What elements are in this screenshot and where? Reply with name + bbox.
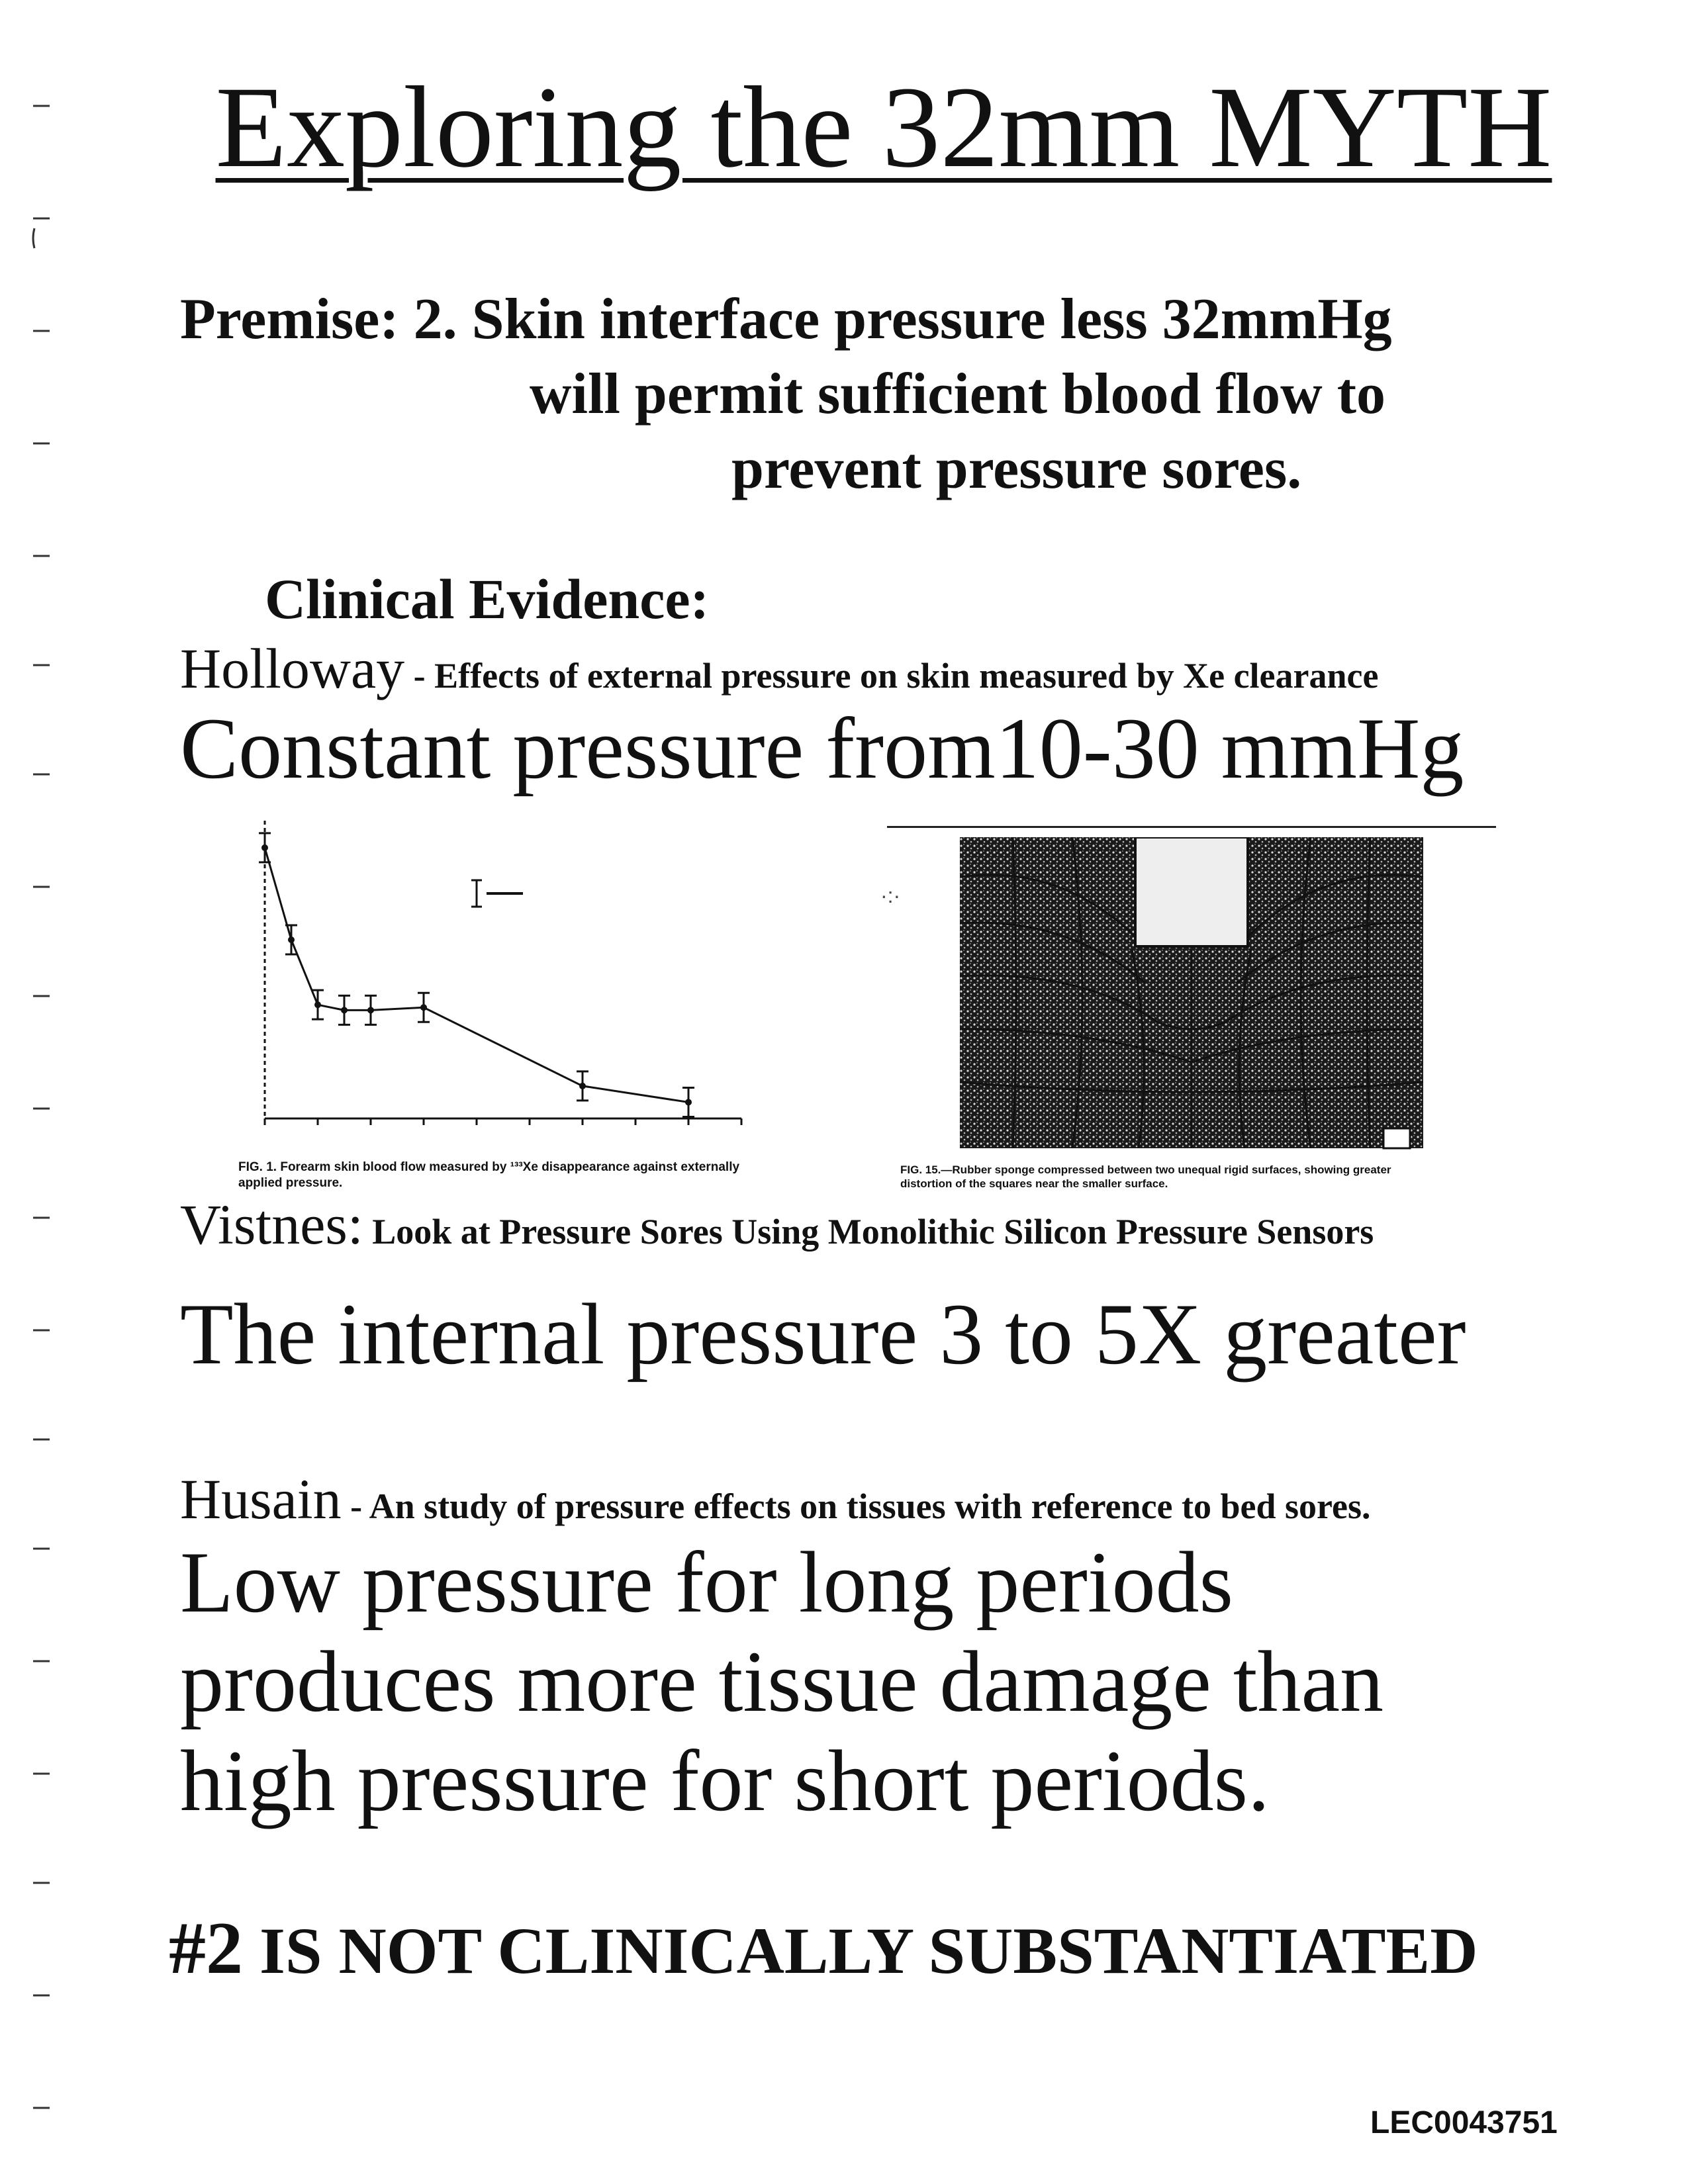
conclusion-number: #2 [169,1907,243,1989]
sponge-compression-image [960,837,1423,1161]
point-marker [341,1007,348,1013]
point-marker [420,1004,427,1011]
premise-line-2: will permit sufficient blood flow to [530,362,1386,426]
figure-2-caption: FIG. 15.—Rubber sponge compressed between two unequal rigid surfaces, showing greater distortion of the squares near the smaller surface. [900,1163,1391,1191]
margin-marks [20,0,60,2184]
page-title: Exploring the 32mm MYTH [215,63,1552,192]
study-author: Husain [180,1467,342,1531]
study-finding-line-2: produces more tissue damage than [180,1633,1384,1730]
divider [887,826,1496,828]
premise-line-1: Premise: 2. Skin interface pressure less 32mmHg [180,287,1392,351]
study-finding-line-3: high pressure for short periods. [180,1732,1270,1829]
study-vistnes [180,1191,1374,1257]
study-author: Vistnes: [180,1193,363,1256]
study-finding: Constant pressure from10-30 mmHg [180,700,1464,797]
point-marker [579,1083,586,1089]
study-description: - An study of pressure effects on tissues with reference to bed sores. [341,1486,1371,1526]
point-marker [314,1001,321,1008]
study-finding-line-1: Low pressure for long periods [180,1533,1233,1631]
figure-2-side-mark: ·:· [880,884,901,907]
point-marker [288,936,295,943]
document-id: LEC0043751 [1370,2105,1558,2140]
figure-1-caption: FIG. 1. Forearm skin blood flow measured by ¹³³Xe disappearance against externally applied pressure. [238,1160,740,1190]
study-author: Holloway [180,637,405,700]
point-marker [685,1099,692,1105]
study-finding: The internal pressure 3 to 5X greater [180,1285,1466,1383]
legend-marker [471,880,523,907]
study-holloway [180,635,1378,702]
point-marker [261,844,268,851]
data-point [259,833,271,862]
study-husain [180,1466,1371,1532]
study-description: Look at Pressure Sores Using Monolithic Silicon Pressure Sensors [363,1212,1374,1251]
conclusion-text: IS NOT CLINICALLY SUBSTANTIATED [243,1914,1478,1987]
clinical-evidence-heading: Clinical Evidence: [265,567,710,631]
blood-flow-chart [225,807,768,1158]
point-marker [367,1007,374,1013]
premise-line-3: prevent pressure sores. [731,437,1302,501]
study-description: - Effects of external pressure on skin measured by Xe clearance [404,656,1379,696]
conclusion [169,1906,1477,1991]
